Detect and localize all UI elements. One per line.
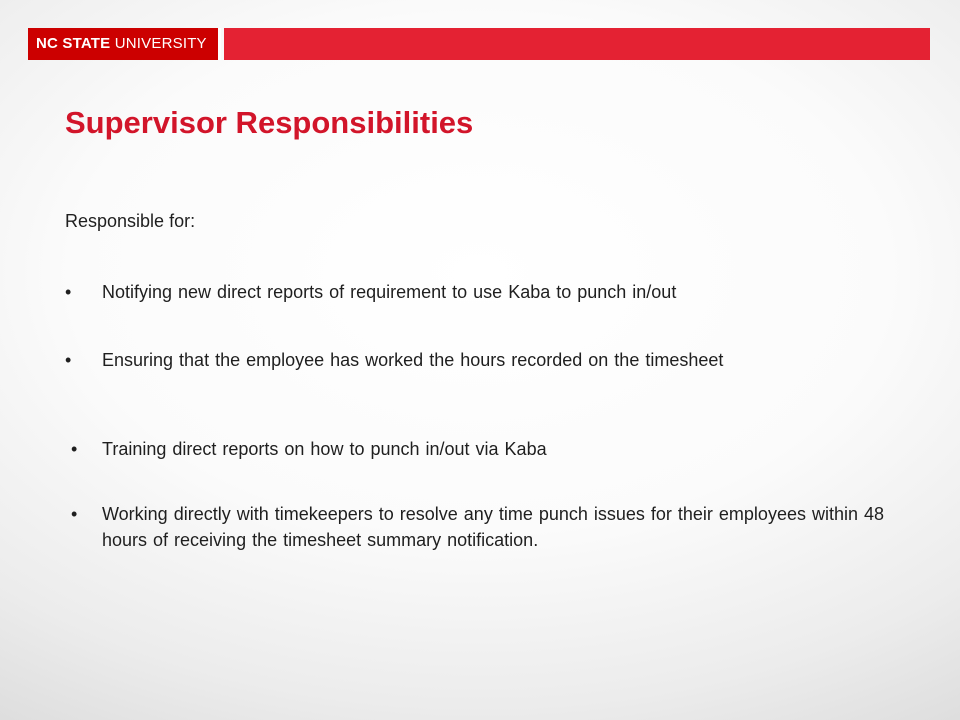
logo-text: [36, 35, 207, 52]
logo-bold-text: NC STATE: [36, 35, 111, 52]
nc-state-logo: [28, 28, 221, 60]
bullet-text: Training direct reports on how to punch in/out via Kaba: [102, 439, 547, 459]
bullet-icon: •: [71, 504, 78, 524]
header-red-strip: [224, 28, 930, 60]
header-bar: [28, 28, 930, 60]
bullet-text: Notifying new direct reports of requirement to use Kaba to punch in/out: [102, 282, 677, 302]
bullet-icon: •: [71, 439, 78, 459]
intro-text: Responsible for:: [65, 211, 196, 231]
logo-regular-text: UNIVERSITY: [110, 35, 207, 52]
bullet-icon: •: [65, 350, 72, 370]
bullet-text: Working directly with timekeepers to resolve any time punch issues for their employees within 48 hours of receiving the timesheet summary notification.: [102, 504, 885, 550]
bullet-item: [65, 279, 905, 305]
bullet-icon: •: [65, 282, 72, 302]
bullet-item: [71, 501, 911, 553]
bullet-item: [65, 347, 905, 373]
bullet-text: Ensuring that the employee has worked the hours recorded on the timesheet: [102, 350, 724, 370]
slide-title: Supervisor Responsibilities: [65, 105, 474, 140]
bullet-item: [71, 436, 911, 462]
